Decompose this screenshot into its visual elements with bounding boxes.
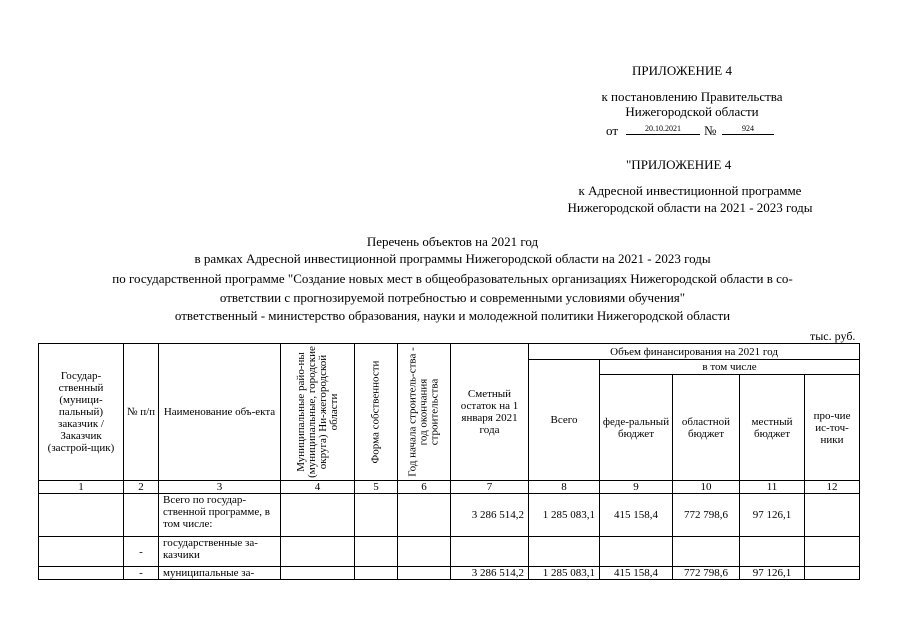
header-customer: Государ-ственный (муници-пальный) заказчик / Заказчик (застрой-щик) <box>39 344 124 481</box>
cell-years <box>398 537 451 567</box>
cell-customer <box>39 567 124 580</box>
cell-federal <box>600 537 673 567</box>
decree-date: 20.10.2021 <box>626 124 700 135</box>
header-funding-group: Объем финансирования на 2021 год <box>529 344 860 360</box>
cell-balance: 3 286 514,2 <box>451 567 529 580</box>
header-regional: областной бюджет <box>673 375 740 481</box>
cell-name: государственные за-казчики <box>159 537 281 567</box>
doc-title-line-4: ответствии с прогнозируемой потребностью и современными условиями обучения" <box>219 290 686 305</box>
cell-name: Всего по государ-ственной программе, в том числе: <box>159 494 281 537</box>
cell-district <box>281 567 355 580</box>
cell-local: 97 126,1 <box>740 494 805 537</box>
cell-ownership <box>355 567 398 580</box>
header-district-text: Муниципальные райо-ны (муниципальные, городские округа) Ни-жегородской области <box>294 346 340 478</box>
cell-num <box>124 494 159 537</box>
cell-total: 1 285 083,1 <box>529 567 600 580</box>
column-number: 1 <box>39 481 124 494</box>
cell-district <box>281 494 355 537</box>
cell-total <box>529 537 600 567</box>
column-number: 8 <box>529 481 600 494</box>
cell-regional: 772 798,6 <box>673 494 740 537</box>
column-number: 12 <box>805 481 860 494</box>
cell-regional <box>673 537 740 567</box>
header-ownership-text: Форма собственности <box>369 360 382 464</box>
header-years-text: Год начала строитель-ства - год окончания строительства <box>406 347 441 477</box>
doc-title-line-3: по государственной программе "Создание новых мест в общеобразовательных организациях Нижегородской области в со- <box>112 271 793 286</box>
cell-district <box>281 537 355 567</box>
header-name: Наименование объ-екта <box>159 344 281 481</box>
appendix-title-2: "ПРИЛОЖЕНИЕ 4 <box>626 157 732 172</box>
header-balance: Сметный остаток на 1 января 2021 года <box>451 344 529 481</box>
cell-other <box>805 537 860 567</box>
decree-line-2: Нижегородской области <box>625 104 759 119</box>
cell-other <box>805 567 860 580</box>
header-num: № п/п <box>124 344 159 481</box>
cell-balance: 3 286 514,2 <box>451 494 529 537</box>
column-number: 9 <box>600 481 673 494</box>
cell-local: 97 126,1 <box>740 567 805 580</box>
cell-name: муниципальные за- <box>159 567 281 580</box>
doc-title-line-1: Перечень объектов на 2021 год <box>366 234 539 249</box>
from-label: от <box>606 123 619 138</box>
column-number: 6 <box>398 481 451 494</box>
cell-other <box>805 494 860 537</box>
column-numbers-row <box>39 481 860 494</box>
program-line-2: Нижегородской области на 2021 - 2023 годы <box>567 200 813 215</box>
header-total: Всего <box>529 360 600 481</box>
header-including: в том числе <box>600 360 860 375</box>
cell-years <box>398 567 451 580</box>
doc-title-line-5: ответственный - министерство образования, науки и молодежной политики Нижегородской области <box>174 308 731 323</box>
column-number: 2 <box>124 481 159 494</box>
cell-balance <box>451 537 529 567</box>
column-number: 10 <box>673 481 740 494</box>
number-sign: № <box>704 123 717 138</box>
doc-title-line-2: в рамках Адресной инвестиционной программы Нижегородской области на 2021 - 2023 годы <box>194 251 711 266</box>
cell-years <box>398 494 451 537</box>
objects-table <box>38 343 860 580</box>
appendix-title: ПРИЛОЖЕНИЕ 4 <box>632 63 732 78</box>
cell-ownership <box>355 537 398 567</box>
header-local: местный бюджет <box>740 375 805 481</box>
cell-total: 1 285 083,1 <box>529 494 600 537</box>
column-number: 7 <box>451 481 529 494</box>
column-number: 5 <box>355 481 398 494</box>
decree-number: 924 <box>722 124 774 135</box>
header-district <box>281 344 355 481</box>
cell-customer <box>39 494 124 537</box>
cell-local <box>740 537 805 567</box>
cell-federal: 415 158,4 <box>600 494 673 537</box>
header-federal: феде-ральный бюджет <box>600 375 673 481</box>
decree-line-1: к постановлению Правительства <box>601 89 783 104</box>
cell-ownership <box>355 494 398 537</box>
table-row <box>39 537 860 567</box>
table-row <box>39 567 860 580</box>
cell-num: - <box>124 537 159 567</box>
cell-regional: 772 798,6 <box>673 567 740 580</box>
cell-num: - <box>124 567 159 580</box>
program-line-1: к Адресной инвестиционной программе <box>578 183 802 198</box>
header-other: про-чие ис-точ-ники <box>805 375 860 481</box>
table-row <box>39 494 860 537</box>
column-number: 11 <box>740 481 805 494</box>
column-number: 4 <box>281 481 355 494</box>
column-number: 3 <box>159 481 281 494</box>
header-years <box>398 344 451 481</box>
cell-federal: 415 158,4 <box>600 567 673 580</box>
cell-customer <box>39 537 124 567</box>
units-label: тыс. руб. <box>810 329 856 343</box>
header-ownership <box>355 344 398 481</box>
